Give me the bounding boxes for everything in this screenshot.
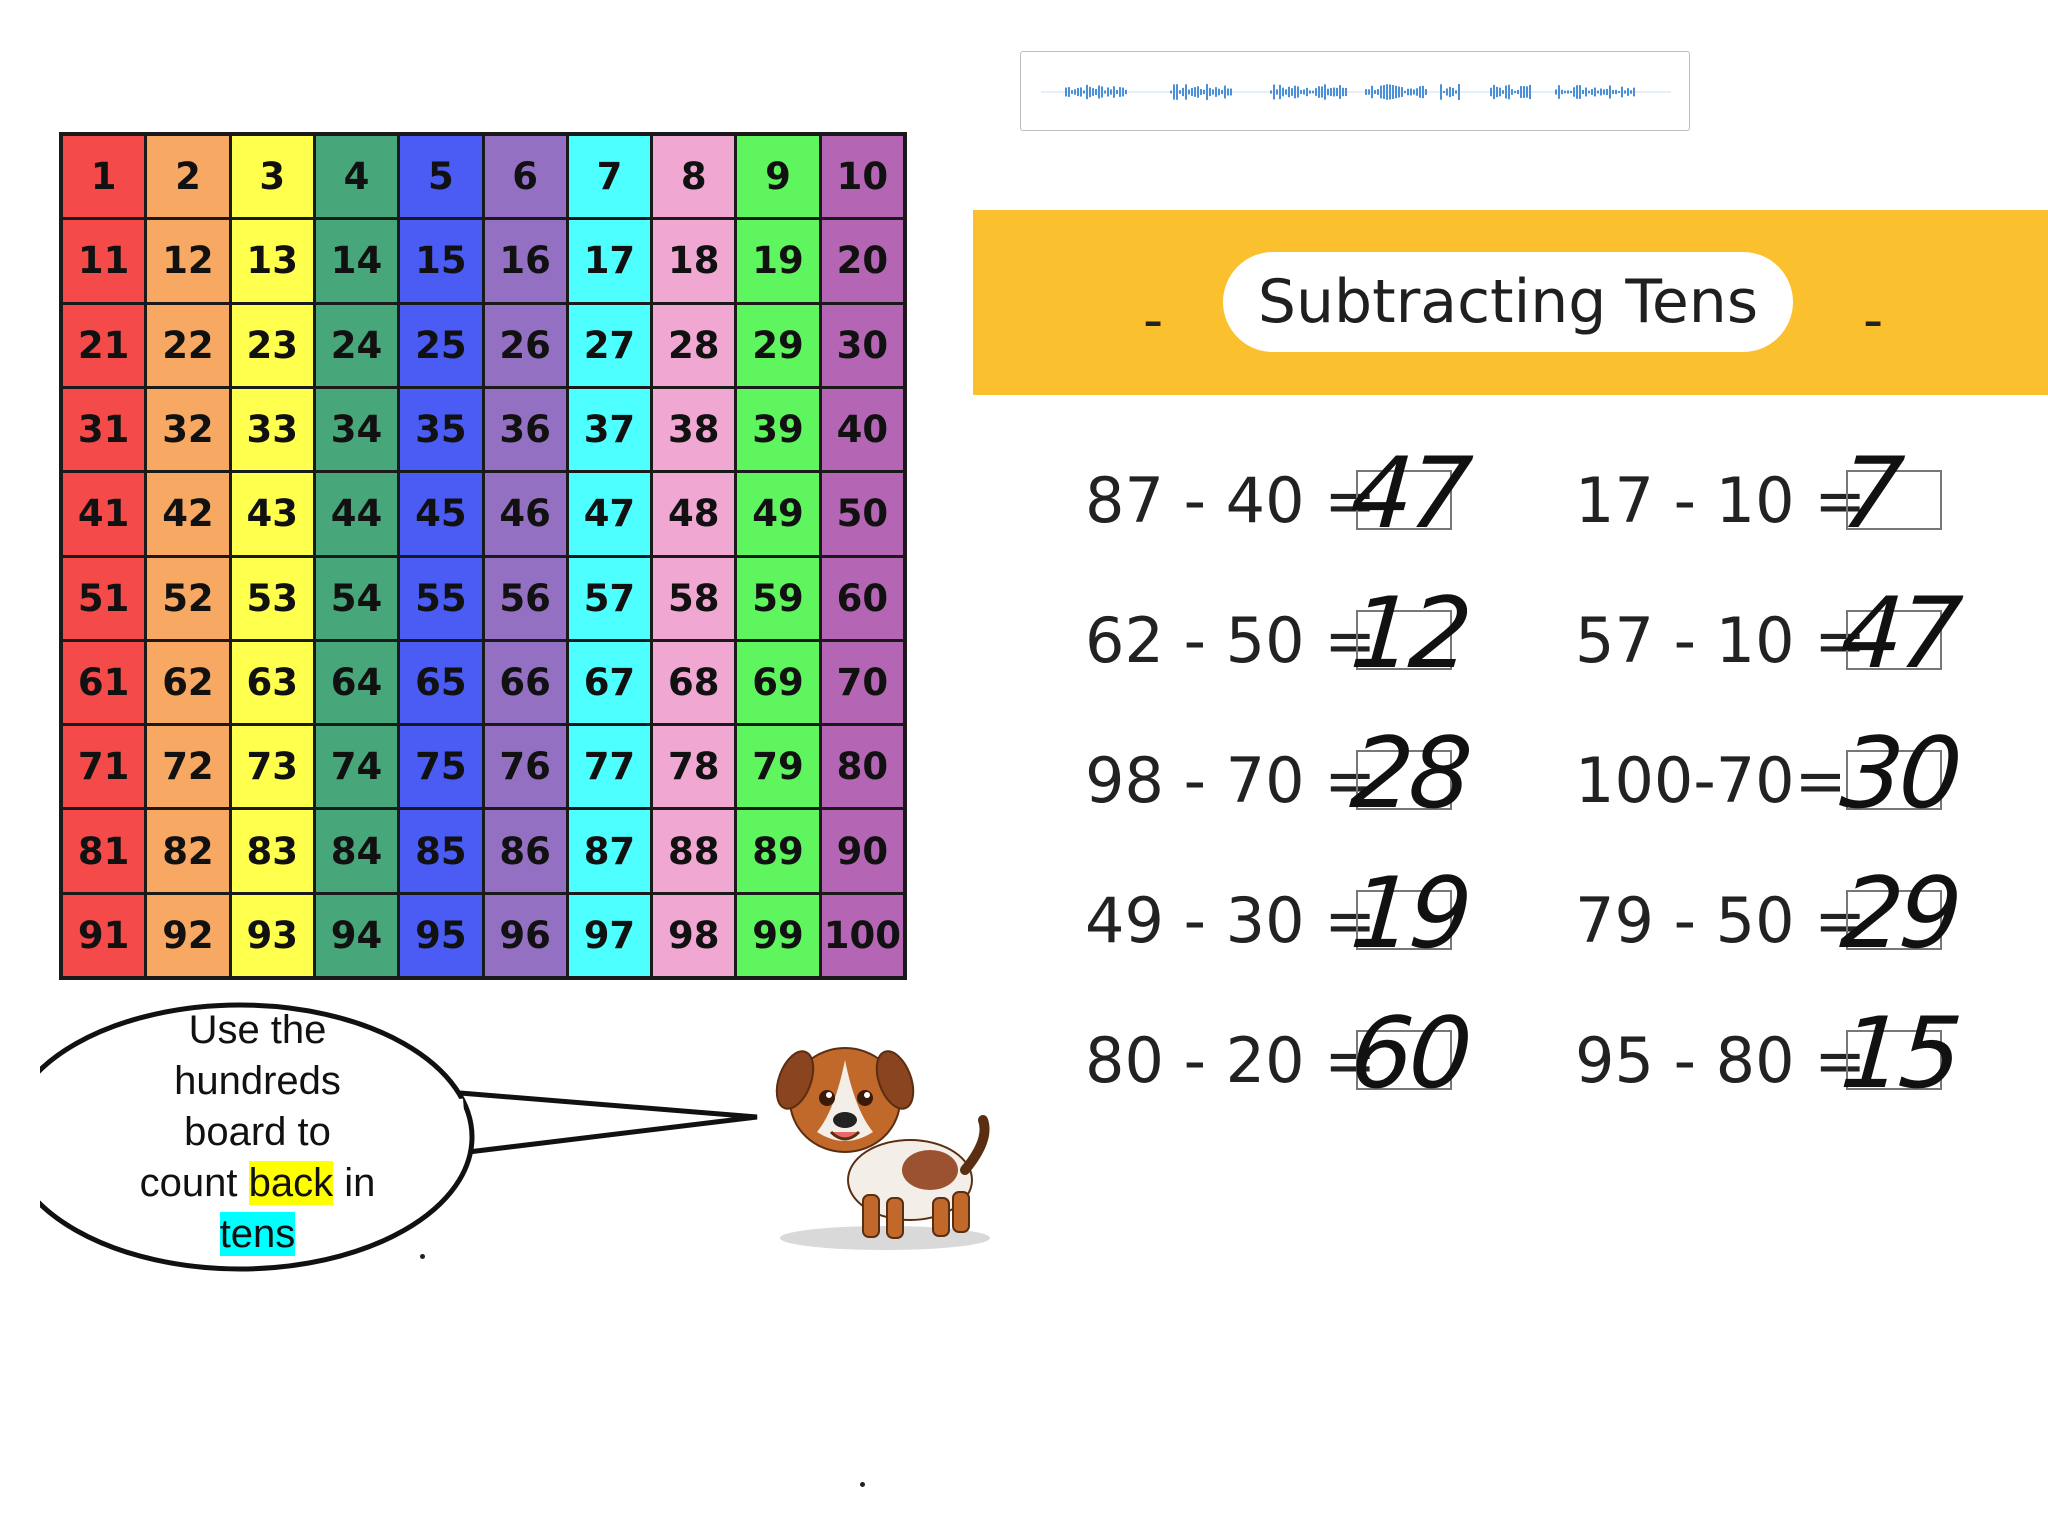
highlight-tens: tens <box>219 1212 296 1256</box>
board-cell: 61 <box>63 642 144 723</box>
board-cell: 45 <box>400 473 481 554</box>
board-cell: 42 <box>147 473 228 554</box>
board-cell: 48 <box>653 473 734 554</box>
board-cell: 10 <box>822 136 903 217</box>
board-cell: 30 <box>822 305 903 386</box>
puppy-image <box>765 1020 1005 1260</box>
board-cell: 93 <box>232 895 313 976</box>
handwritten-answer: 15 <box>1837 997 1962 1111</box>
handwritten-answer: 19 <box>1347 857 1472 971</box>
board-cell: 70 <box>822 642 903 723</box>
board-cell: 31 <box>63 389 144 470</box>
title-banner <box>973 210 2048 395</box>
equation-text: 87 - 40 = <box>1085 463 1377 537</box>
handwritten-answer: 7 <box>1837 437 1904 551</box>
board-cell: 67 <box>569 642 650 723</box>
banner-dash-left: - <box>1143 288 1164 353</box>
banner-dash-right: - <box>1863 288 1884 353</box>
board-cell: 15 <box>400 220 481 301</box>
page-title: Subtracting Tens <box>1223 252 1793 352</box>
board-cell: 97 <box>569 895 650 976</box>
board-cell: 72 <box>147 726 228 807</box>
board-cell: 14 <box>316 220 397 301</box>
board-cell: 26 <box>485 305 566 386</box>
handwritten-answer: 29 <box>1837 857 1962 971</box>
board-cell: 50 <box>822 473 903 554</box>
board-cell: 58 <box>653 558 734 639</box>
board-cell: 75 <box>400 726 481 807</box>
bubble-line: board to <box>184 1110 331 1154</box>
board-cell: 52 <box>147 558 228 639</box>
board-cell: 13 <box>232 220 313 301</box>
board-cell: 66 <box>485 642 566 723</box>
equation-text: 98 - 70 = <box>1085 743 1377 817</box>
board-cell: 21 <box>63 305 144 386</box>
board-cell: 83 <box>232 810 313 891</box>
board-cell: 94 <box>316 895 397 976</box>
bubble-word: in <box>333 1161 376 1205</box>
board-cell: 69 <box>737 642 818 723</box>
board-cell: 39 <box>737 389 818 470</box>
board-cell: 4 <box>316 136 397 217</box>
stray-dot <box>860 1482 865 1487</box>
board-cell: 57 <box>569 558 650 639</box>
board-cell: 11 <box>63 220 144 301</box>
waveform-icon <box>1021 52 1691 132</box>
board-cell: 5 <box>400 136 481 217</box>
board-cell: 59 <box>737 558 818 639</box>
bubble-text <box>80 1005 435 1260</box>
handwritten-answer: 47 <box>1347 437 1472 551</box>
board-cell: 36 <box>485 389 566 470</box>
handwritten-answer: 30 <box>1837 717 1962 831</box>
bubble-word: count <box>139 1161 249 1205</box>
board-cell: 71 <box>63 726 144 807</box>
board-cell: 20 <box>822 220 903 301</box>
audio-clip[interactable] <box>1020 51 1690 131</box>
board-cell: 12 <box>147 220 228 301</box>
board-cell: 91 <box>63 895 144 976</box>
board-cell: 68 <box>653 642 734 723</box>
board-cell: 85 <box>400 810 481 891</box>
board-cell: 46 <box>485 473 566 554</box>
board-cell: 33 <box>232 389 313 470</box>
board-cell: 60 <box>822 558 903 639</box>
board-cell: 44 <box>316 473 397 554</box>
board-cell: 98 <box>653 895 734 976</box>
bubble-line <box>80 1158 435 1209</box>
board-cell: 25 <box>400 305 481 386</box>
board-cell: 35 <box>400 389 481 470</box>
board-cell: 80 <box>822 726 903 807</box>
handwritten-answer: 12 <box>1347 577 1472 691</box>
bubble-line <box>80 1209 435 1260</box>
board-cell: 23 <box>232 305 313 386</box>
board-cell: 37 <box>569 389 650 470</box>
board-cell: 62 <box>147 642 228 723</box>
board-cell: 90 <box>822 810 903 891</box>
board-cell: 34 <box>316 389 397 470</box>
board-cell: 95 <box>400 895 481 976</box>
board-cell: 27 <box>569 305 650 386</box>
board-cell: 73 <box>232 726 313 807</box>
board-cell: 82 <box>147 810 228 891</box>
board-cell: 78 <box>653 726 734 807</box>
board-cell: 6 <box>485 136 566 217</box>
board-cell: 1 <box>63 136 144 217</box>
board-cell: 84 <box>316 810 397 891</box>
board-cell: 28 <box>653 305 734 386</box>
board-cell: 74 <box>316 726 397 807</box>
board-cell: 55 <box>400 558 481 639</box>
board-cell: 9 <box>737 136 818 217</box>
board-cell: 16 <box>485 220 566 301</box>
board-cell: 40 <box>822 389 903 470</box>
board-cell: 7 <box>569 136 650 217</box>
board-cell: 38 <box>653 389 734 470</box>
equation-text: 80 - 20 = <box>1085 1023 1377 1097</box>
board-cell: 76 <box>485 726 566 807</box>
board-cell: 49 <box>737 473 818 554</box>
board-cell: 47 <box>569 473 650 554</box>
board-cell: 19 <box>737 220 818 301</box>
equation-text: 100-70= <box>1575 743 1847 817</box>
hundreds-board <box>59 132 907 980</box>
board-cell: 89 <box>737 810 818 891</box>
equation-text: 79 - 50 = <box>1575 883 1867 957</box>
bubble-line: hundreds <box>174 1059 341 1103</box>
handwritten-answer: 47 <box>1837 577 1962 691</box>
board-cell: 77 <box>569 726 650 807</box>
board-cell: 99 <box>737 895 818 976</box>
board-cell: 54 <box>316 558 397 639</box>
board-cell: 92 <box>147 895 228 976</box>
board-cell: 64 <box>316 642 397 723</box>
board-cell: 3 <box>232 136 313 217</box>
board-cell: 81 <box>63 810 144 891</box>
board-cell: 100 <box>822 895 903 976</box>
handwritten-answer: 28 <box>1347 717 1472 831</box>
stray-dot <box>420 1254 425 1259</box>
bubble-line: Use the <box>188 1008 327 1052</box>
board-cell: 41 <box>63 473 144 554</box>
board-cell: 32 <box>147 389 228 470</box>
board-cell: 65 <box>400 642 481 723</box>
board-cell: 56 <box>485 558 566 639</box>
board-cell: 96 <box>485 895 566 976</box>
board-cell: 43 <box>232 473 313 554</box>
board-cell: 24 <box>316 305 397 386</box>
board-cell: 29 <box>737 305 818 386</box>
handwritten-answer: 60 <box>1347 997 1472 1111</box>
highlight-back: back <box>248 1161 334 1205</box>
board-cell: 63 <box>232 642 313 723</box>
equation-text: 49 - 30 = <box>1085 883 1377 957</box>
equation-text: 57 - 10 = <box>1575 603 1867 677</box>
equation-text: 95 - 80 = <box>1575 1023 1867 1097</box>
board-cell: 51 <box>63 558 144 639</box>
equation-text: 17 - 10 = <box>1575 463 1867 537</box>
board-cell: 17 <box>569 220 650 301</box>
equation-text: 62 - 50 = <box>1085 603 1377 677</box>
board-cell: 86 <box>485 810 566 891</box>
board-cell: 2 <box>147 136 228 217</box>
board-cell: 87 <box>569 810 650 891</box>
board-cell: 18 <box>653 220 734 301</box>
board-cell: 88 <box>653 810 734 891</box>
board-cell: 53 <box>232 558 313 639</box>
board-cell: 22 <box>147 305 228 386</box>
board-cell: 79 <box>737 726 818 807</box>
board-cell: 8 <box>653 136 734 217</box>
